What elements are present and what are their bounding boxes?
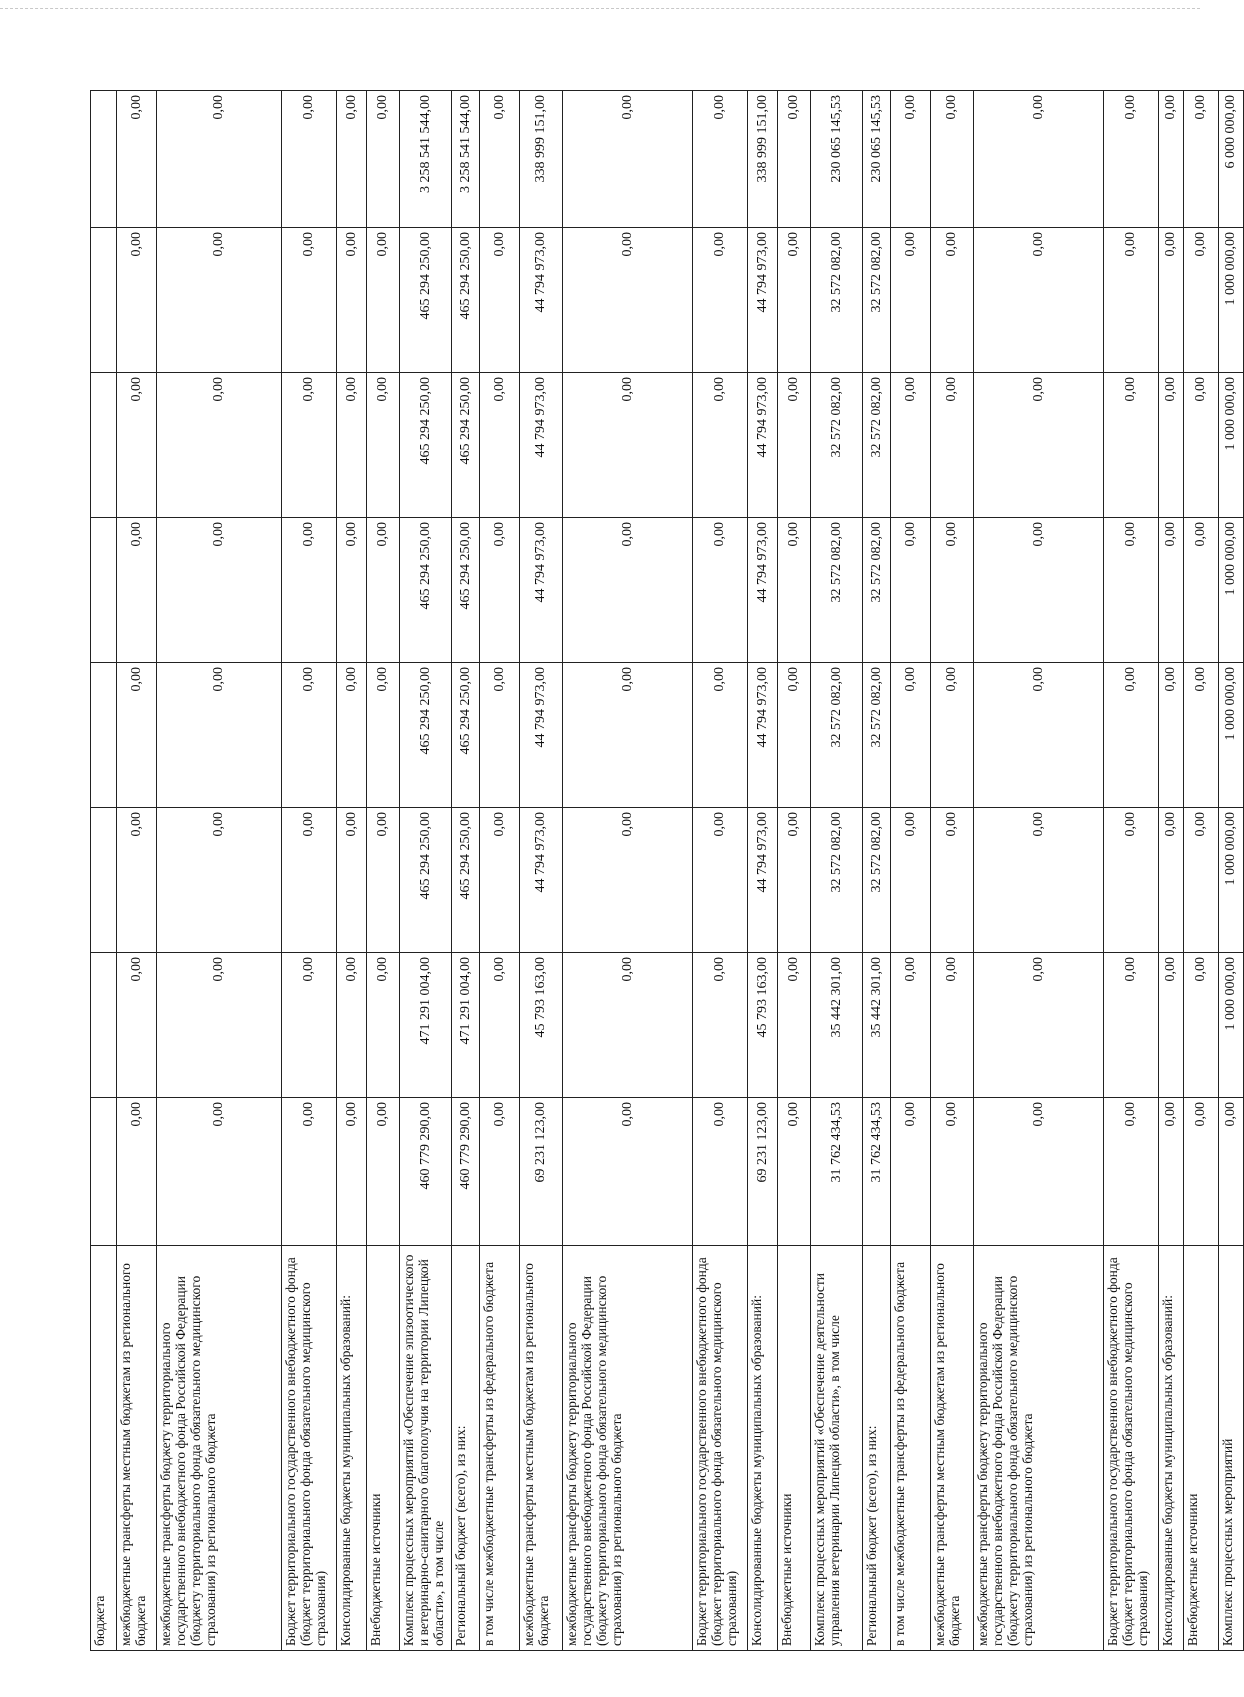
amount-cell: 460 779 290,00 (400, 1098, 452, 1246)
amount-cell: 0,00 (891, 808, 931, 953)
amount-cell: 0,00 (931, 518, 974, 663)
amount-cell: 0,00 (157, 518, 282, 663)
amount-cell: 0,00 (931, 808, 974, 953)
row-label: бюджета (91, 1246, 117, 1651)
amount-cell: 44 794 973,00 (748, 808, 778, 953)
row-label: Внебюджетные источники (778, 1246, 811, 1651)
table-row (480, 91, 520, 1651)
amount-cell: 0,00 (974, 808, 1104, 953)
row-label: межбюджетные трансферты бюджету территориального государственного внебюджетного фонда Российской Федерации (бюджету территориального фонда обязательного медицинского страхования) из регионального бюджета (974, 1246, 1104, 1651)
amount-cell: 0,00 (1159, 91, 1184, 228)
amount-cell: 1 000 000,00 (1219, 228, 1244, 373)
row-label: межбюджетные трансферты бюджету территориального государственного внебюджетного фонда Российской Федерации (бюджету территориального фонда обязательного медицинского страхования) из регионального бюджета (563, 1246, 693, 1651)
table-row (563, 91, 693, 1651)
amount-cell: 69 231 123,00 (520, 1098, 563, 1246)
amount-cell: 0,00 (931, 663, 974, 808)
amount-cell: 0,00 (480, 373, 520, 518)
amount-cell (91, 953, 117, 1098)
amount-cell: 0,00 (117, 91, 157, 228)
amount-cell: 0,00 (1104, 373, 1159, 518)
amount-cell: 0,00 (157, 953, 282, 1098)
table-row (337, 91, 367, 1651)
amount-cell: 0,00 (693, 518, 748, 663)
amount-cell: 0,00 (693, 953, 748, 1098)
amount-cell: 0,00 (563, 91, 693, 228)
amount-cell: 0,00 (563, 518, 693, 663)
amount-cell: 0,00 (891, 1098, 931, 1246)
table-row (778, 91, 811, 1651)
rotated-page (90, 91, 1239, 1651)
amount-cell: 1 000 000,00 (1219, 373, 1244, 518)
amount-cell: 0,00 (1184, 228, 1219, 373)
amount-cell: 0,00 (1184, 953, 1219, 1098)
amount-cell: 471 291 004,00 (452, 953, 480, 1098)
amount-cell: 338 999 151,00 (520, 91, 563, 228)
amount-cell: 0,00 (1104, 808, 1159, 953)
row-label: Региональный бюджет (всего), из них: (863, 1246, 891, 1651)
amount-cell: 0,00 (157, 91, 282, 228)
table-row (157, 91, 282, 1651)
amount-cell: 32 572 082,00 (863, 663, 891, 808)
amount-cell: 35 442 301,00 (811, 953, 863, 1098)
amount-cell: 0,00 (974, 663, 1104, 808)
amount-cell (91, 373, 117, 518)
amount-cell: 0,00 (367, 953, 400, 1098)
amount-cell: 69 231 123,00 (748, 1098, 778, 1246)
amount-cell: 6 000 000,00 (1219, 91, 1244, 228)
amount-cell: 0,00 (337, 808, 367, 953)
amount-cell: 0,00 (778, 663, 811, 808)
amount-cell: 0,00 (1104, 663, 1159, 808)
amount-cell: 0,00 (157, 373, 282, 518)
amount-cell: 31 762 434,53 (863, 1098, 891, 1246)
amount-cell: 0,00 (1184, 808, 1219, 953)
amount-cell: 0,00 (367, 1098, 400, 1246)
row-label: межбюджетные трансферты местным бюджетам из регионального бюджета (520, 1246, 563, 1651)
amount-cell: 0,00 (931, 373, 974, 518)
table-row (931, 91, 974, 1651)
row-label: межбюджетные трансферты местным бюджетам из регионального бюджета (117, 1246, 157, 1651)
amount-cell: 0,00 (367, 91, 400, 228)
amount-cell: 0,00 (282, 518, 337, 663)
amount-cell: 0,00 (480, 663, 520, 808)
table-row (1104, 91, 1159, 1651)
amount-cell: 1 000 000,00 (1219, 953, 1244, 1098)
amount-cell: 0,00 (367, 228, 400, 373)
table-row (1184, 91, 1219, 1651)
amount-cell: 0,00 (480, 228, 520, 373)
row-label: межбюджетные трансферты местным бюджетам из регионального бюджета (931, 1246, 974, 1651)
amount-cell: 0,00 (891, 663, 931, 808)
amount-cell: 0,00 (693, 373, 748, 518)
amount-cell: 0,00 (693, 228, 748, 373)
amount-cell: 0,00 (1184, 91, 1219, 228)
row-label: Бюджет территориального государственного внебюджетного фонда (бюджет территориального фонда обязательного медицинского страхования) (693, 1246, 748, 1651)
amount-cell: 230 065 145,53 (811, 91, 863, 228)
amount-cell: 0,00 (891, 953, 931, 1098)
amount-cell: 32 572 082,00 (811, 518, 863, 663)
amount-cell: 45 793 163,00 (520, 953, 563, 1098)
amount-cell: 0,00 (282, 663, 337, 808)
amount-cell: 0,00 (1184, 663, 1219, 808)
amount-cell: 0,00 (367, 808, 400, 953)
amount-cell: 0,00 (337, 91, 367, 228)
row-label: Консолидированные бюджеты муниципальных образований: (1159, 1246, 1184, 1651)
amount-cell: 0,00 (891, 518, 931, 663)
amount-cell: 465 294 250,00 (452, 373, 480, 518)
amount-cell: 0,00 (337, 1098, 367, 1246)
amount-cell: 0,00 (778, 373, 811, 518)
amount-cell: 0,00 (778, 518, 811, 663)
amount-cell: 460 779 290,00 (452, 1098, 480, 1246)
amount-cell: 32 572 082,00 (863, 808, 891, 953)
amount-cell: 465 294 250,00 (400, 663, 452, 808)
amount-cell: 465 294 250,00 (400, 518, 452, 663)
amount-cell: 0,00 (891, 373, 931, 518)
amount-cell: 32 572 082,00 (863, 228, 891, 373)
amount-cell: 0,00 (117, 518, 157, 663)
row-label: межбюджетные трансферты бюджету территориального государственного внебюджетного фонда Российской Федерации (бюджету территориального фонда обязательного медицинского страхования) из регионального бюджета (157, 1246, 282, 1651)
amount-cell: 3 258 541 544,00 (400, 91, 452, 228)
amount-cell: 1 000 000,00 (1219, 808, 1244, 953)
amount-cell: 465 294 250,00 (452, 663, 480, 808)
amount-cell: 0,00 (974, 91, 1104, 228)
amount-cell: 3 258 541 544,00 (452, 91, 480, 228)
amount-cell: 32 572 082,00 (863, 518, 891, 663)
amount-cell: 32 572 082,00 (811, 373, 863, 518)
amount-cell: 0,00 (157, 808, 282, 953)
amount-cell: 44 794 973,00 (520, 663, 563, 808)
amount-cell: 44 794 973,00 (748, 518, 778, 663)
table-row (974, 91, 1104, 1651)
amount-cell: 0,00 (337, 663, 367, 808)
amount-cell: 0,00 (931, 953, 974, 1098)
amount-cell: 32 572 082,00 (811, 228, 863, 373)
amount-cell: 230 065 145,53 (863, 91, 891, 228)
amount-cell: 0,00 (367, 373, 400, 518)
amount-cell: 45 793 163,00 (748, 953, 778, 1098)
amount-cell: 0,00 (117, 228, 157, 373)
amount-cell: 44 794 973,00 (520, 808, 563, 953)
amount-cell: 0,00 (1104, 953, 1159, 1098)
amount-cell: 465 294 250,00 (400, 228, 452, 373)
amount-cell: 0,00 (778, 228, 811, 373)
row-label: в том числе межбюджетные трансферты из федерального бюджета (891, 1246, 931, 1651)
amount-cell: 35 442 301,00 (863, 953, 891, 1098)
amount-cell: 0,00 (931, 228, 974, 373)
amount-cell: 32 572 082,00 (863, 373, 891, 518)
amount-cell: 0,00 (480, 953, 520, 1098)
amount-cell: 0,00 (778, 953, 811, 1098)
amount-cell: 0,00 (282, 228, 337, 373)
amount-cell: 0,00 (778, 808, 811, 953)
amount-cell: 338 999 151,00 (748, 91, 778, 228)
amount-cell: 0,00 (1184, 1098, 1219, 1246)
amount-cell: 0,00 (974, 518, 1104, 663)
amount-cell: 31 762 434,53 (811, 1098, 863, 1246)
row-label: Комплекс процессных мероприятий «Обеспечение деятельности управления ветеринарии Липецкой области», в том числе (811, 1246, 863, 1651)
amount-cell: 0,00 (480, 518, 520, 663)
amount-cell: 0,00 (1159, 518, 1184, 663)
row-label: Внебюджетные источники (367, 1246, 400, 1651)
amount-cell: 44 794 973,00 (748, 663, 778, 808)
amount-cell: 32 572 082,00 (811, 808, 863, 953)
table-row (282, 91, 337, 1651)
amount-cell: 0,00 (117, 373, 157, 518)
amount-cell: 0,00 (337, 228, 367, 373)
amount-cell: 44 794 973,00 (520, 518, 563, 663)
amount-cell: 0,00 (778, 91, 811, 228)
amount-cell: 0,00 (891, 228, 931, 373)
row-label: Внебюджетные источники (1184, 1246, 1219, 1651)
amount-cell: 0,00 (1104, 228, 1159, 373)
row-label: Региональный бюджет (всего), из них: (452, 1246, 480, 1651)
amount-cell: 0,00 (337, 518, 367, 663)
amount-cell: 0,00 (974, 953, 1104, 1098)
amount-cell: 0,00 (282, 1098, 337, 1246)
amount-cell: 0,00 (480, 808, 520, 953)
table-row (400, 91, 452, 1651)
amount-cell: 0,00 (1184, 373, 1219, 518)
amount-cell: 0,00 (1159, 808, 1184, 953)
amount-cell: 0,00 (157, 228, 282, 373)
amount-cell: 0,00 (1104, 91, 1159, 228)
amount-cell: 32 572 082,00 (811, 663, 863, 808)
amount-cell (91, 91, 117, 228)
amount-cell: 0,00 (693, 808, 748, 953)
amount-cell: 1 000 000,00 (1219, 663, 1244, 808)
amount-cell: 0,00 (367, 518, 400, 663)
amount-cell (91, 518, 117, 663)
amount-cell (91, 808, 117, 953)
amount-cell: 0,00 (931, 91, 974, 228)
table-row (811, 91, 863, 1651)
row-label: в том числе межбюджетные трансферты из федерального бюджета (480, 1246, 520, 1651)
amount-cell: 0,00 (337, 953, 367, 1098)
amount-cell: 0,00 (117, 953, 157, 1098)
amount-cell: 0,00 (563, 373, 693, 518)
amount-cell: 0,00 (563, 1098, 693, 1246)
amount-cell: 0,00 (563, 953, 693, 1098)
amount-cell: 0,00 (282, 808, 337, 953)
amount-cell: 465 294 250,00 (452, 808, 480, 953)
amount-cell: 0,00 (693, 91, 748, 228)
table-row (748, 91, 778, 1651)
amount-cell: 0,00 (282, 91, 337, 228)
amount-cell: 465 294 250,00 (452, 228, 480, 373)
amount-cell: 0,00 (563, 228, 693, 373)
amount-cell: 465 294 250,00 (400, 373, 452, 518)
amount-cell: 465 294 250,00 (400, 808, 452, 953)
amount-cell: 44 794 973,00 (520, 228, 563, 373)
table-row (367, 91, 400, 1651)
table-row (891, 91, 931, 1651)
row-label: Комплекс процессных мероприятий (1219, 1246, 1244, 1651)
table-row (117, 91, 157, 1651)
amount-cell: 1 000 000,00 (1219, 518, 1244, 663)
amount-cell: 0,00 (563, 808, 693, 953)
amount-cell: 0,00 (282, 373, 337, 518)
amount-cell: 471 291 004,00 (400, 953, 452, 1098)
row-label: Комплекс процессных мероприятий «Обеспечение эпизоотического и ветеринарно-санитарного благополучия на территории Липецкой области», в том числе (400, 1246, 452, 1651)
amount-cell (91, 1098, 117, 1246)
amount-cell: 0,00 (1104, 518, 1159, 663)
amount-cell: 0,00 (117, 663, 157, 808)
amount-cell: 0,00 (974, 373, 1104, 518)
amount-cell: 0,00 (1104, 1098, 1159, 1246)
row-label: Консолидированные бюджеты муниципальных образований: (748, 1246, 778, 1651)
amount-cell: 0,00 (974, 228, 1104, 373)
amount-cell: 0,00 (974, 1098, 1104, 1246)
scan-edge-line (0, 8, 1200, 9)
budget-table-body (91, 91, 1244, 1651)
table-row (1159, 91, 1184, 1651)
table-row (693, 91, 748, 1651)
amount-cell (91, 663, 117, 808)
table-row (452, 91, 480, 1651)
row-label: Бюджет территориального государственного внебюджетного фонда (бюджет территориального фонда обязательного медицинского страхования) (1104, 1246, 1159, 1651)
row-label: Бюджет территориального государственного внебюджетного фонда (бюджет территориального фонда обязательного медицинского страхования) (282, 1246, 337, 1651)
amount-cell: 0,00 (1184, 518, 1219, 663)
amount-cell: 0,00 (1159, 1098, 1184, 1246)
table-row (1219, 91, 1244, 1651)
amount-cell: 0,00 (931, 1098, 974, 1246)
amount-cell: 0,00 (1159, 373, 1184, 518)
amount-cell: 0,00 (480, 1098, 520, 1246)
amount-cell: 0,00 (157, 663, 282, 808)
row-label: Консолидированные бюджеты муниципальных образований: (337, 1246, 367, 1651)
amount-cell: 0,00 (367, 663, 400, 808)
amount-cell: 465 294 250,00 (452, 518, 480, 663)
amount-cell: 0,00 (1219, 1098, 1244, 1246)
amount-cell: 0,00 (1159, 663, 1184, 808)
table-row (520, 91, 563, 1651)
amount-cell: 0,00 (693, 1098, 748, 1246)
amount-cell: 0,00 (480, 91, 520, 228)
amount-cell: 0,00 (157, 1098, 282, 1246)
amount-cell: 0,00 (778, 1098, 811, 1246)
amount-cell: 0,00 (693, 663, 748, 808)
amount-cell: 0,00 (1159, 953, 1184, 1098)
amount-cell: 0,00 (337, 373, 367, 518)
amount-cell: 44 794 973,00 (748, 228, 778, 373)
amount-cell: 44 794 973,00 (748, 373, 778, 518)
amount-cell: 0,00 (1159, 228, 1184, 373)
table-row (863, 91, 891, 1651)
amount-cell: 0,00 (117, 808, 157, 953)
amount-cell: 0,00 (891, 91, 931, 228)
amount-cell: 0,00 (282, 953, 337, 1098)
amount-cell: 0,00 (117, 1098, 157, 1246)
amount-cell (91, 228, 117, 373)
budget-table (90, 90, 1244, 1651)
amount-cell: 0,00 (563, 663, 693, 808)
amount-cell: 44 794 973,00 (520, 373, 563, 518)
table-row (91, 91, 117, 1651)
